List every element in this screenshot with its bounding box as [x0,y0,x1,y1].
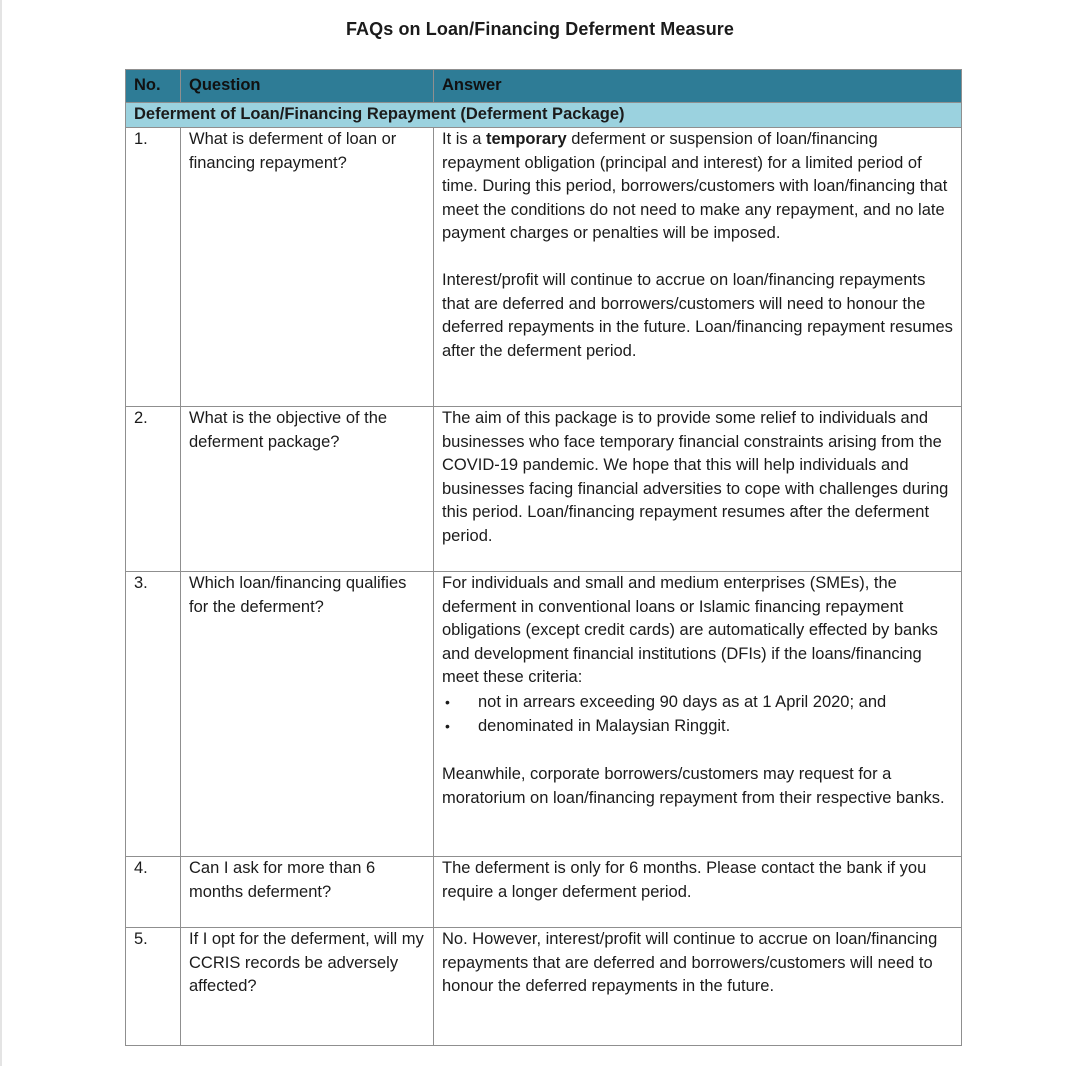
header-no: No. [126,70,181,103]
answer-paragraph: For individuals and small and medium enterprises (SMEs), the deferment in conventional loans or Islamic financing repayment obligations (except credit cards) are automatically effected by banks and development financial institutions (DFIs) if the loans/financing meet these criteria: [442,574,938,686]
row-question: If I opt for the deferment, will my CCRIS records be adversely affected? [181,928,434,1046]
row-answer [434,572,962,857]
row-number: 1. [126,128,181,407]
section-row [126,103,962,128]
table-row [126,128,962,407]
answer-paragraph: The aim of this package is to provide some relief to individuals and businesses who face temporary financial constraints arising from the COVID-19 pandemic. We hope that this will help individuals and businesses facing financial adversities to cope with challenges during this period. Loan/financing repayment resumes after the deferment period. [442,409,949,545]
table-row [126,928,962,1046]
answer-text: deferment or suspension of loan/financing repayment obligation (principal and interest) for a limited period of time. During this period, borrowers/customers with loan/financing that meet the conditions do not need to make any repayment, and no late payment charges or penalties will be imposed. [442,130,948,242]
table-row [126,572,962,857]
answer-emphasis: temporary [486,130,567,148]
row-number: 2. [126,407,181,572]
answer-paragraph: No. However, interest/profit will continue to accrue on loan/financing repayments that are deferred and borrowers/customers will need to honour the deferred repayments in the future. [442,930,938,995]
row-number: 4. [126,857,181,928]
row-answer [434,857,962,928]
bullet-icon: • [445,693,450,710]
row-number: 5. [126,928,181,1046]
bullet-icon: • [445,718,450,734]
list-item [442,715,953,739]
table-header-row [126,70,962,103]
table-row [126,407,962,572]
row-answer [434,407,962,572]
criteria-list [442,691,953,739]
row-question: What is the objective of the deferment package? [181,407,434,572]
row-answer [434,128,962,407]
table-row [126,857,962,928]
document-title: FAQs on Loan/Financing Deferment Measure [345,19,735,39]
faq-table [125,69,962,1046]
row-answer [434,928,962,1046]
answer-paragraph: Interest/profit will continue to accrue on loan/financing repayments that are deferred and borrowers/customers will need to honour the deferred repayments in the future. Loan/financing repayment resumes after the deferment period. [442,271,953,360]
page-edge [0,0,2,1066]
row-question: Which loan/financing qualifies for the deferment? [181,572,434,857]
answer-text: It is a [442,130,487,148]
answer-paragraph: Meanwhile, corporate borrowers/customers may request for a moratorium on loan/financing repayment from their respective banks. [442,765,945,807]
section-heading: Deferment of Loan/Financing Repayment (Deferment Package) [126,103,962,128]
answer-paragraph [442,128,953,246]
row-question: What is deferment of loan or financing repayment? [181,128,434,407]
row-question: Can I ask for more than 6 months deferment? [181,857,434,928]
list-item-text: not in arrears exceeding 90 days as at 1 April 2020; and [478,692,887,711]
row-number: 3. [126,572,181,857]
list-item [442,691,953,715]
answer-paragraph: The deferment is only for 6 months. Please contact the bank if you require a longer deferment period. [442,859,927,901]
list-item-text: denominated in Malaysian Ringgit. [478,717,731,735]
header-question: Question [181,70,434,103]
header-answer: Answer [434,70,962,103]
